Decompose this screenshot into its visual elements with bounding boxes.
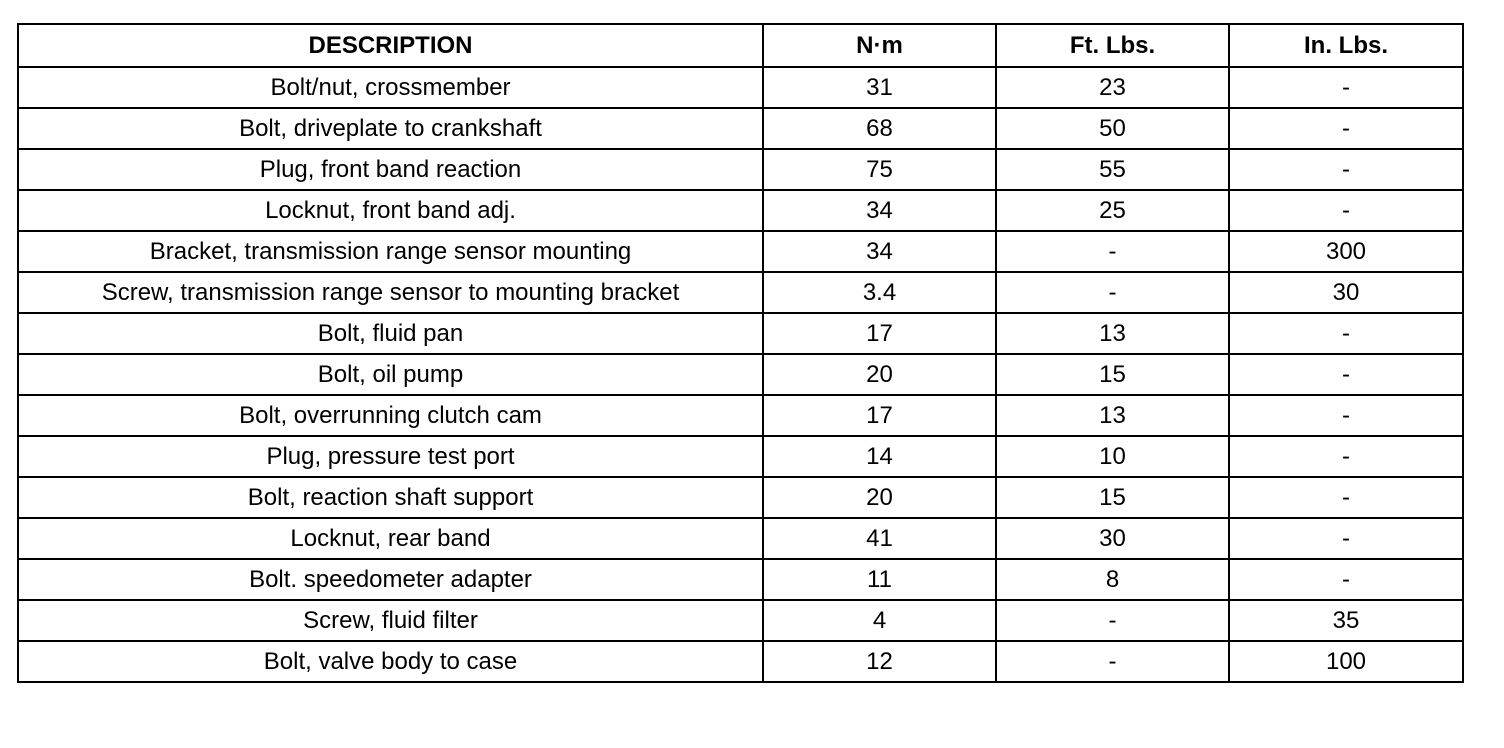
cell-nm: 34 — [763, 231, 996, 272]
table-row — [18, 190, 1463, 231]
cell-in-lbs: - — [1229, 436, 1463, 477]
table-row — [18, 149, 1463, 190]
cell-in-lbs: 30 — [1229, 272, 1463, 313]
cell-in-lbs: - — [1229, 67, 1463, 108]
cell-description: Bolt. speedometer adapter — [18, 559, 763, 600]
cell-description: Bolt/nut, crossmember — [18, 67, 763, 108]
cell-description: Screw, fluid filter — [18, 600, 763, 641]
cell-ft-lbs: 13 — [996, 313, 1229, 354]
cell-in-lbs: - — [1229, 149, 1463, 190]
cell-description: Bolt, oil pump — [18, 354, 763, 395]
cell-ft-lbs: - — [996, 272, 1229, 313]
cell-nm: 34 — [763, 190, 996, 231]
cell-in-lbs: 300 — [1229, 231, 1463, 272]
cell-description: Bracket, transmission range sensor mounting — [18, 231, 763, 272]
cell-ft-lbs: 15 — [996, 354, 1229, 395]
cell-in-lbs: - — [1229, 559, 1463, 600]
cell-ft-lbs: 13 — [996, 395, 1229, 436]
cell-ft-lbs: 23 — [996, 67, 1229, 108]
table-row — [18, 436, 1463, 477]
table-row — [18, 518, 1463, 559]
cell-ft-lbs: 55 — [996, 149, 1229, 190]
header-nm: N·m — [763, 24, 996, 67]
cell-description: Screw, transmission range sensor to mounting bracket — [18, 272, 763, 313]
cell-nm: 4 — [763, 600, 996, 641]
cell-description: Bolt, valve body to case — [18, 641, 763, 682]
cell-nm: 17 — [763, 395, 996, 436]
cell-ft-lbs: - — [996, 231, 1229, 272]
cell-nm: 12 — [763, 641, 996, 682]
cell-in-lbs: - — [1229, 477, 1463, 518]
table-row — [18, 313, 1463, 354]
table-row — [18, 354, 1463, 395]
cell-ft-lbs: 15 — [996, 477, 1229, 518]
cell-nm: 31 — [763, 67, 996, 108]
cell-ft-lbs: - — [996, 641, 1229, 682]
header-description: DESCRIPTION — [18, 24, 763, 67]
cell-in-lbs: - — [1229, 108, 1463, 149]
cell-ft-lbs: - — [996, 600, 1229, 641]
cell-ft-lbs: 50 — [996, 108, 1229, 149]
cell-in-lbs: 35 — [1229, 600, 1463, 641]
torque-spec-table — [17, 23, 1464, 683]
table-row — [18, 67, 1463, 108]
cell-in-lbs: - — [1229, 518, 1463, 559]
table-row — [18, 108, 1463, 149]
cell-nm: 75 — [763, 149, 996, 190]
table-row — [18, 559, 1463, 600]
cell-nm: 11 — [763, 559, 996, 600]
cell-ft-lbs: 25 — [996, 190, 1229, 231]
cell-description: Bolt, overrunning clutch cam — [18, 395, 763, 436]
table-row — [18, 477, 1463, 518]
cell-nm: 17 — [763, 313, 996, 354]
table-row — [18, 395, 1463, 436]
table-row — [18, 641, 1463, 682]
table-row — [18, 231, 1463, 272]
cell-description: Plug, front band reaction — [18, 149, 763, 190]
cell-in-lbs: - — [1229, 190, 1463, 231]
header-ft-lbs: Ft. Lbs. — [996, 24, 1229, 67]
cell-description: Locknut, rear band — [18, 518, 763, 559]
cell-ft-lbs: 8 — [996, 559, 1229, 600]
cell-nm: 20 — [763, 354, 996, 395]
table-row — [18, 272, 1463, 313]
cell-ft-lbs: 30 — [996, 518, 1229, 559]
cell-nm: 68 — [763, 108, 996, 149]
cell-nm: 14 — [763, 436, 996, 477]
cell-description: Bolt, driveplate to crankshaft — [18, 108, 763, 149]
header-row — [18, 24, 1463, 67]
cell-in-lbs: 100 — [1229, 641, 1463, 682]
cell-ft-lbs: 10 — [996, 436, 1229, 477]
cell-nm: 3.4 — [763, 272, 996, 313]
cell-description: Bolt, reaction shaft support — [18, 477, 763, 518]
cell-nm: 20 — [763, 477, 996, 518]
cell-in-lbs: - — [1229, 354, 1463, 395]
header-in-lbs: In. Lbs. — [1229, 24, 1463, 67]
cell-description: Bolt, fluid pan — [18, 313, 763, 354]
table-row — [18, 600, 1463, 641]
cell-description: Plug, pressure test port — [18, 436, 763, 477]
cell-in-lbs: - — [1229, 313, 1463, 354]
cell-in-lbs: - — [1229, 395, 1463, 436]
cell-nm: 41 — [763, 518, 996, 559]
cell-description: Locknut, front band adj. — [18, 190, 763, 231]
